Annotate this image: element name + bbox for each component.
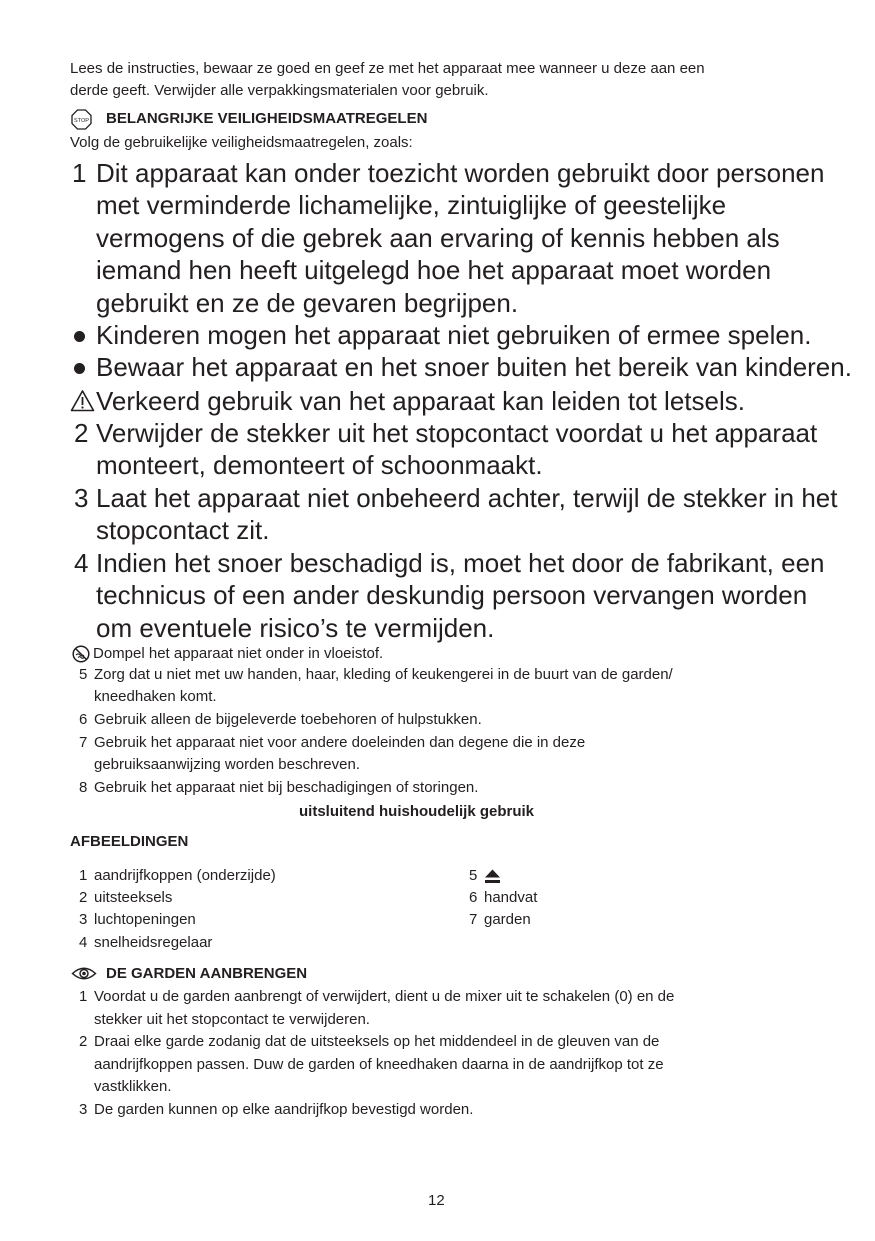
- attach-1-number: 1: [79, 988, 88, 1005]
- attach-1-line-1: Voordat u de garden aanbrengt of verwijdert, dient u de mixer uit te schakelen (0) en de: [94, 988, 675, 1005]
- intro-line-1: Lees de instructies, bewaar ze goed en geef ze met het apparaat mee wanneer u deze aan een: [70, 60, 705, 77]
- figure-label: garden: [484, 911, 531, 928]
- page-number: 12: [428, 1192, 445, 1209]
- item-7-line-1: Gebruik het apparaat niet voor andere doeleinden dan degene die in deze: [94, 734, 586, 751]
- figure-num: 4: [79, 934, 88, 951]
- item-1-line-4: iemand hen heeft uitgelegd hoe het apparaat moet worden: [96, 255, 772, 285]
- figure-label: snelheidsregelaar: [94, 934, 213, 951]
- item-1-line-3: vermogens of die gebrek aan ervaring of kennis hebben als: [96, 223, 780, 253]
- figure-num: 1: [79, 867, 88, 884]
- attach-3-number: 3: [79, 1101, 88, 1118]
- no-immerse-text: Dompel het apparaat niet onder in vloeistof.: [93, 645, 384, 662]
- item-1-line-5: gebruikt en ze de gevaren begrijpen.: [96, 288, 519, 318]
- item-5-number: 5: [79, 666, 88, 683]
- attach-3-line-1: De garden kunnen op elke aandrijfkop bevestigd worden.: [94, 1101, 474, 1118]
- attach-2-number: 2: [79, 1033, 88, 1050]
- svg-text:STOP: STOP: [74, 118, 89, 124]
- item-8-line-1: Gebruik het apparaat niet bij beschadigingen of storingen.: [94, 779, 479, 796]
- item-2-line-1: Verwijder de stekker uit het stopcontact voordat u het apparaat: [96, 418, 818, 448]
- attach-2-line-3: vastklikken.: [94, 1078, 172, 1095]
- figure-label: aandrijfkoppen (onderzijde): [94, 867, 276, 884]
- figure-label: handvat: [484, 889, 538, 906]
- bullet-dot: [74, 362, 85, 380]
- item-7-number: 7: [79, 734, 88, 751]
- attach-2-line-1: Draai elke garde zodanig dat de uitsteeksels op het middendeel in de gleuven van de: [94, 1033, 660, 1050]
- item-3-number: 3: [74, 483, 89, 513]
- safety-subheading: Volg de gebruikelijke veiligheidsmaatregelen, zoals:: [70, 134, 413, 151]
- figure-num: 5: [469, 867, 478, 884]
- item-3-line-2: stopcontact zit.: [96, 515, 270, 545]
- figure-label: uitsteeksels: [94, 889, 173, 906]
- figure-num: 6: [469, 889, 478, 906]
- figure-num: 7: [469, 911, 478, 928]
- intro-line-2: derde geeft. Verwijder alle verpakkingsmaterialen voor gebruik.: [70, 82, 489, 99]
- figures-heading: AFBEELDINGEN: [70, 833, 189, 850]
- item-4-line-3: om eventuele risico’s te vermijden.: [96, 613, 495, 643]
- item-5-line-2: kneedhaken komt.: [94, 688, 217, 705]
- figure-label: luchtopeningen: [94, 911, 196, 928]
- item-7-line-2: gebruiksaanwijzing worden beschreven.: [94, 756, 360, 773]
- item-6-number: 6: [79, 711, 88, 728]
- item-4-line-2: technicus of een ander deskundig persoon vervangen worden: [96, 580, 808, 610]
- item-4-number: 4: [74, 548, 89, 578]
- attach-2-line-2: aandrijfkoppen passen. Duw de garden of kneedhaken daarna in de aandrijfkop tot ze: [94, 1056, 664, 1073]
- warning-icon: [70, 389, 95, 417]
- bullet-dot: [74, 330, 85, 348]
- eye-icon: [71, 965, 97, 987]
- item-6-line-1: Gebruik alleen de bijgeleverde toebehoren of hulpstukken.: [94, 711, 482, 728]
- item-8-number: 8: [79, 779, 88, 796]
- safety-heading: BELANGRIJKE VEILIGHEIDSMAATREGELEN: [106, 110, 428, 127]
- bullet-2: Bewaar het apparaat en het snoer buiten het bereik van kinderen.: [96, 352, 852, 382]
- item-4-line-1: Indien het snoer beschadigd is, moet het door de fabrikant, een: [96, 548, 825, 578]
- item-2-number: 2: [74, 418, 89, 448]
- item-1-line-1: Dit apparaat kan onder toezicht worden gebruikt door personen: [96, 158, 825, 188]
- figure-num: 3: [79, 911, 88, 928]
- household-note: uitsluitend huishoudelijk gebruik: [299, 803, 535, 820]
- item-2-line-2: monteert, demonteert of schoonmaakt.: [96, 450, 543, 480]
- item-5-line-1: Zorg dat u niet met uw handen, haar, kleding of keukengerei in de buurt van de garden/: [94, 666, 673, 683]
- bullet-1: Kinderen mogen het apparaat niet gebruiken of ermee spelen.: [96, 320, 812, 350]
- item-3-line-1: Laat het apparaat niet onbeheerd achter, terwijl de stekker in het: [96, 483, 838, 513]
- attach-heading: DE GARDEN AANBRENGEN: [106, 965, 308, 982]
- item-1-number: 1: [72, 158, 87, 188]
- item-1-line-2: met verminderde lichamelijke, zintuiglijke of geestelijke: [96, 190, 727, 220]
- figure-num: 2: [79, 889, 88, 906]
- warning-text: Verkeerd gebruik van het apparaat kan leiden tot letsels.: [96, 386, 745, 416]
- attach-1-line-2: stekker uit het stopcontact te verwijderen.: [94, 1011, 370, 1028]
